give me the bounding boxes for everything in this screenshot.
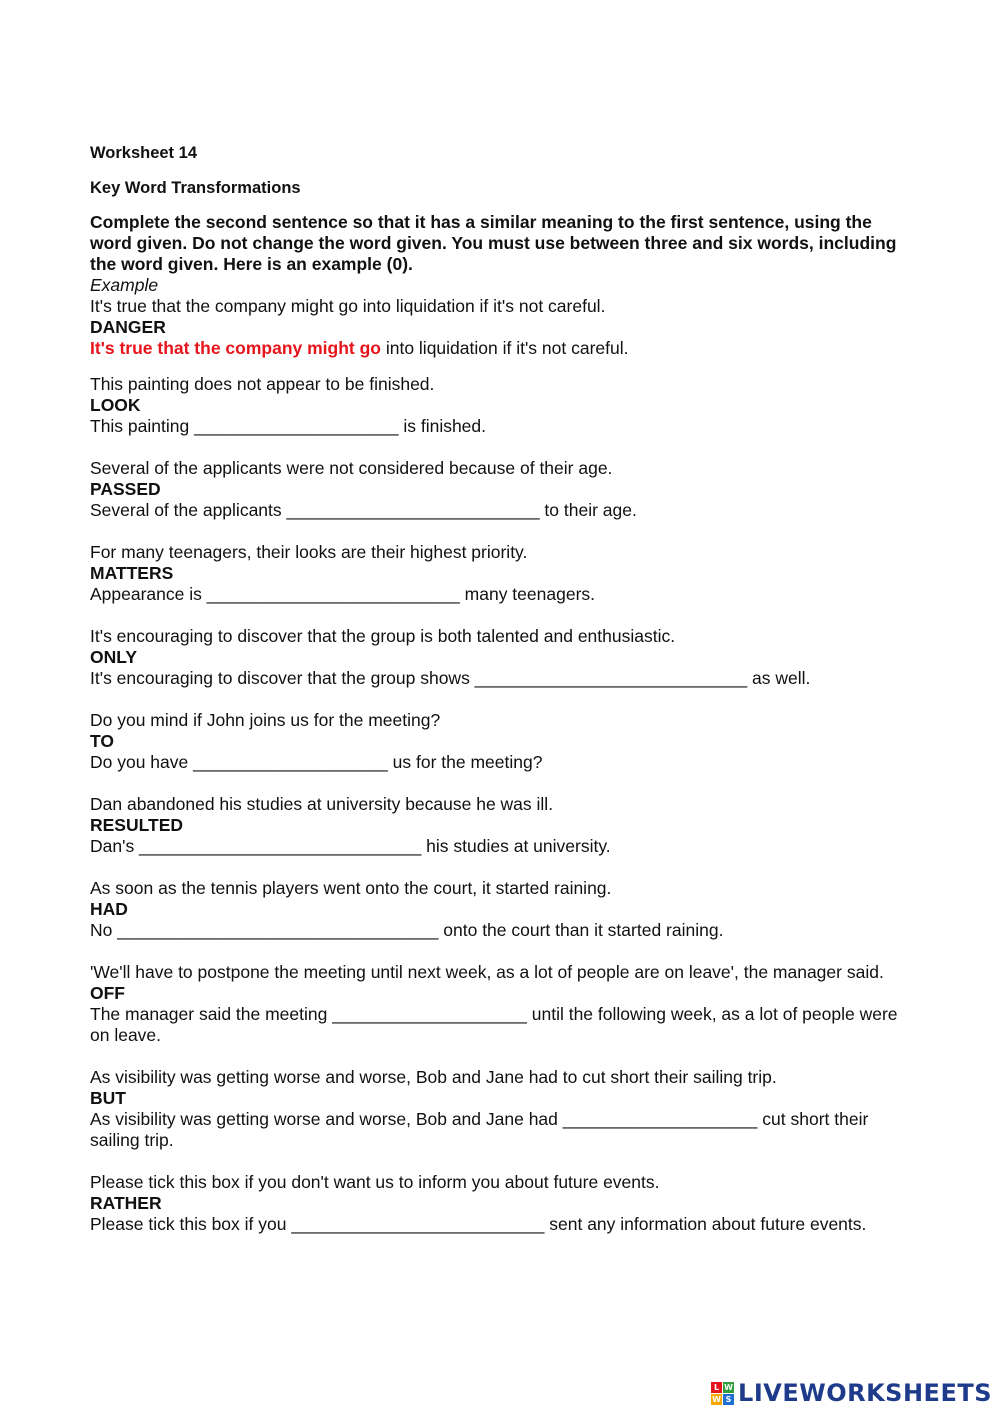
question-10 <box>90 1172 910 1235</box>
question-sentence: It's encouraging to discover that the group is both talented and enthusiastic. <box>90 626 676 646</box>
question-sentence: As visibility was getting worse and worse, Bob and Jane had to cut short their sailing trip. <box>90 1067 777 1087</box>
section-title: Key Word Transformations <box>90 179 301 197</box>
question-keyword: PASSED <box>90 479 161 499</box>
example-label: Example <box>90 275 159 295</box>
question-4 <box>90 626 910 689</box>
question-transformation[interactable]: Appearance is __________________________ many teenagers. <box>90 584 596 604</box>
question-5 <box>90 710 910 773</box>
question-sentence: 'We'll have to postpone the meeting until next week, as a lot of people are on leave', the manager said. <box>90 962 884 982</box>
question-keyword: HAD <box>90 899 128 919</box>
question-keyword: ONLY <box>90 647 138 667</box>
question-keyword: RESULTED <box>90 815 184 835</box>
question-3 <box>90 542 910 605</box>
question-keyword: RATHER <box>90 1193 162 1213</box>
question-keyword: BUT <box>90 1088 126 1108</box>
question-sentence: Dan abandoned his studies at university because he was ill. <box>90 794 554 814</box>
question-transformation[interactable]: Dan's _____________________________ his studies at university. <box>90 836 611 856</box>
question-sentence: This painting does not appear to be finished. <box>90 374 435 394</box>
question-1 <box>90 374 910 437</box>
question-keyword: TO <box>90 731 114 751</box>
question-transformation[interactable]: It's encouraging to discover that the group shows ____________________________ as well. <box>90 668 811 688</box>
question-sentence: Do you mind if John joins us for the meeting? <box>90 710 441 730</box>
question-keyword: LOOK <box>90 395 141 415</box>
example-answer-highlight: It's true that the company might go <box>90 338 381 358</box>
example-block <box>90 275 910 359</box>
question-keyword: OFF <box>90 983 125 1003</box>
example-keyword: DANGER <box>90 317 166 337</box>
question-transformation[interactable]: No _________________________________ onto the court than it started raining. <box>90 920 724 940</box>
logo-block: W <box>712 1394 721 1404</box>
question-transformation[interactable]: The manager said the meeting ____________________ until the following week, as a lot of people were on leave. <box>90 1004 898 1045</box>
question-transformation[interactable]: This painting _____________________ is finished. <box>90 416 487 436</box>
instructions: Complete the second sentence so that it has a similar meaning to the first sentence, using the word given. Do not change the word given. You must use between three and six words, including the word given. Here is an example (0). <box>90 212 897 274</box>
question-9 <box>90 1067 910 1151</box>
worksheet-title: Worksheet 14 <box>90 144 197 162</box>
question-sentence: For many teenagers, their looks are their highest priority. <box>90 542 528 562</box>
question-transformation[interactable]: As visibility was getting worse and worse, Bob and Jane had ____________________ cut short their sailing trip. <box>90 1109 869 1150</box>
question-transformation[interactable]: Do you have ____________________ us for the meeting? <box>90 752 543 772</box>
question-2 <box>90 458 910 521</box>
question-keyword: MATTERS <box>90 563 174 583</box>
question-transformation[interactable]: Please tick this box if you __________________________ sent any information about future events. <box>90 1214 867 1234</box>
example-answer-rest: into liquidation if it's not careful. <box>380 338 629 358</box>
question-7 <box>90 878 910 941</box>
liveworksheets-logo[interactable] <box>711 1379 992 1407</box>
example-sentence: It's true that the company might go into liquidation if it's not careful. <box>90 296 606 316</box>
logo-block: S <box>723 1394 734 1405</box>
worksheet-page <box>90 142 910 1235</box>
logo-mark-icon <box>711 1382 734 1405</box>
question-sentence: Please tick this box if you don't want us to inform you about future events. <box>90 1172 660 1192</box>
question-6 <box>90 794 910 857</box>
logo-text: LIVEWORKSHEETS <box>738 1379 992 1407</box>
question-sentence: As soon as the tennis players went onto the court, it started raining. <box>90 878 612 898</box>
question-8 <box>90 962 910 1046</box>
example-answer <box>90 338 910 359</box>
question-transformation[interactable]: Several of the applicants __________________________ to their age. <box>90 500 637 520</box>
question-sentence: Several of the applicants were not considered because of their age. <box>90 458 613 478</box>
logo-block: W <box>724 1382 733 1392</box>
logo-block: L <box>711 1382 722 1393</box>
